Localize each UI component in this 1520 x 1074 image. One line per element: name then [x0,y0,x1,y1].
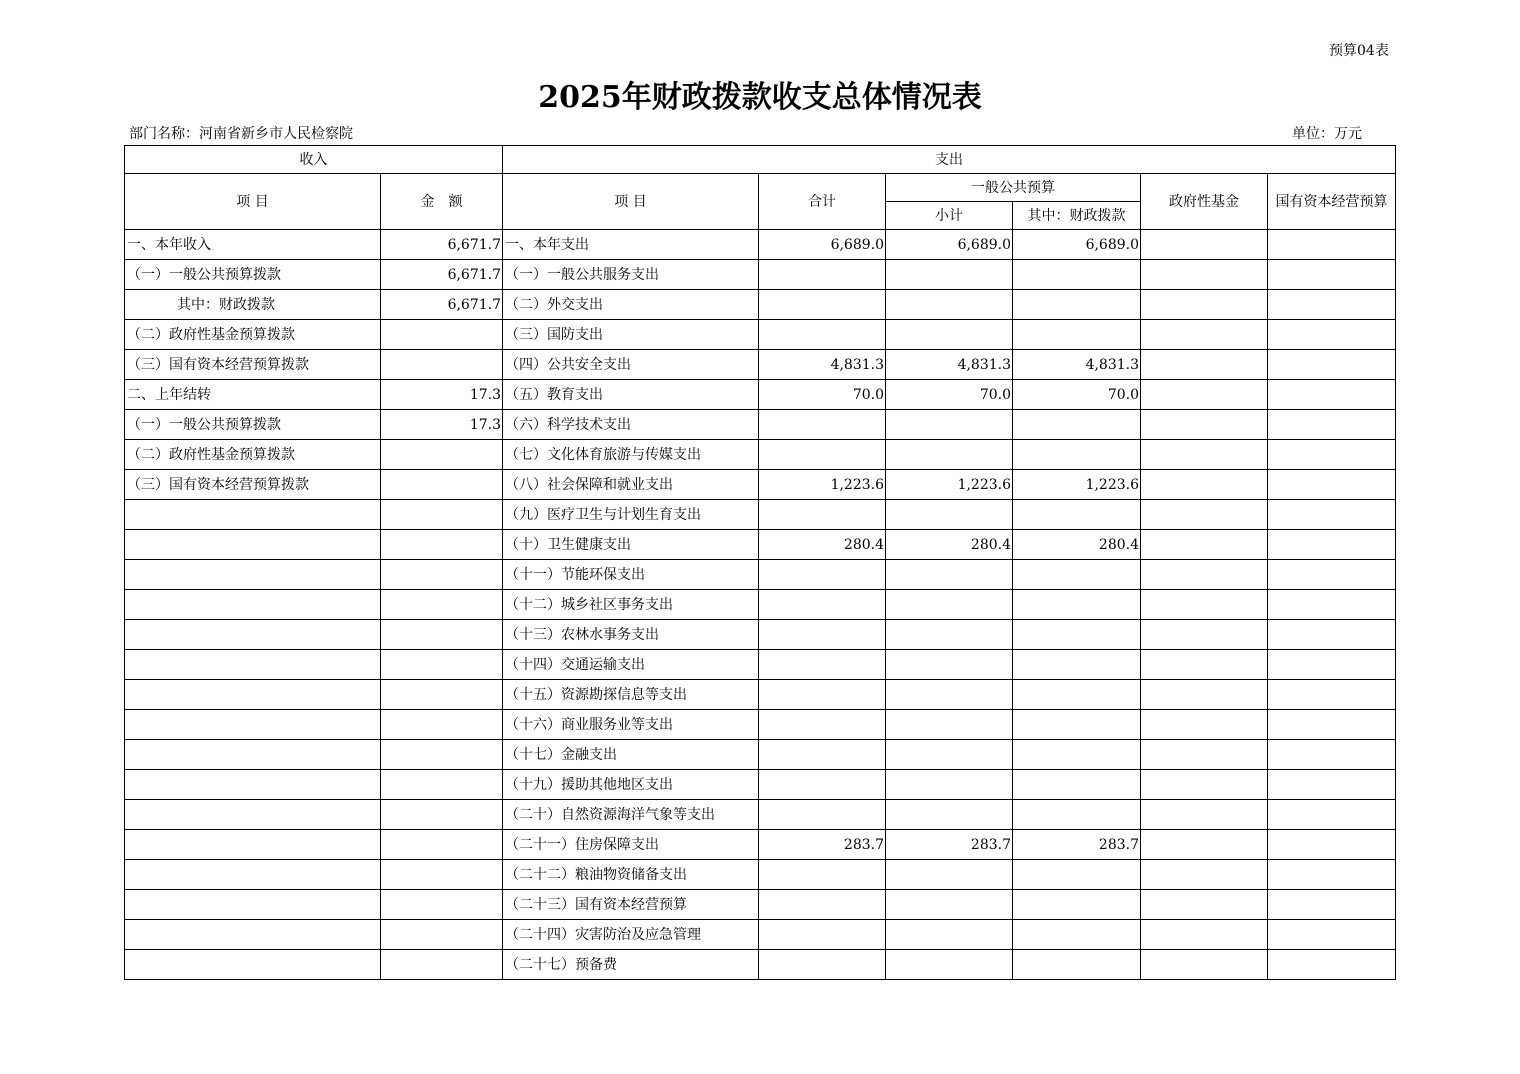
total-cell: 280.4 [759,530,886,560]
fiscal-cell [1013,800,1141,830]
total-cell [759,440,886,470]
state-capital-cell [1268,290,1396,320]
expense-item-cell: （四）公共安全支出 [503,350,759,380]
expense-item-cell: （三）国防支出 [503,320,759,350]
income-item-cell: （一）一般公共预算拨款 [125,260,381,290]
total-cell [759,800,886,830]
state-capital-cell [1268,470,1396,500]
subtotal-cell [886,680,1013,710]
total-cell: 70.0 [759,380,886,410]
state-capital-cell [1268,920,1396,950]
income-item-cell: 一、本年收入 [125,230,381,260]
income-item-cell [125,560,381,590]
income-amount-cell [381,710,503,740]
gov-fund-header: 政府性基金 [1141,174,1268,230]
general-budget-header: 一般公共预算 [886,174,1141,202]
subtotal-cell: 283.7 [886,830,1013,860]
total-cell: 4,831.3 [759,350,886,380]
expense-item-cell: （十四）交通运输支出 [503,650,759,680]
fiscal-cell [1013,860,1141,890]
total-cell [759,770,886,800]
total-cell [759,500,886,530]
table-row [125,740,1396,770]
gov-fund-cell [1141,950,1268,980]
total-cell [759,650,886,680]
income-amount-cell [381,560,503,590]
state-capital-cell [1268,560,1396,590]
subtotal-cell [886,800,1013,830]
table-row [125,230,1396,260]
table-row [125,590,1396,620]
page-title: 2025年财政拨款收支总体情况表 [538,80,982,115]
table-row [125,530,1396,560]
total-cell [759,920,886,950]
subtotal-cell [886,740,1013,770]
income-item-cell: 二、上年结转 [125,380,381,410]
total-cell [759,410,886,440]
total-cell: 6,689.0 [759,230,886,260]
state-capital-cell [1268,410,1396,440]
subtotal-cell [886,920,1013,950]
expense-item-cell: （六）科学技术支出 [503,410,759,440]
fiscal-cell [1013,740,1141,770]
table-row [125,260,1396,290]
state-capital-cell [1268,860,1396,890]
fiscal-header: 其中：财政拨款 [1013,202,1141,230]
form-code: 预算04表 [1329,43,1389,59]
fiscal-cell [1013,590,1141,620]
subtotal-cell: 4,831.3 [886,350,1013,380]
income-item-cell [125,890,381,920]
gov-fund-cell [1141,680,1268,710]
fiscal-cell [1013,560,1141,590]
expense-item-cell: （二十三）国有资本经营预算 [503,890,759,920]
subtotal-cell [886,410,1013,440]
subtotal-cell: 280.4 [886,530,1013,560]
table-body [125,146,1396,980]
income-item-cell [125,650,381,680]
department-name: 部门名称：河南省新乡市人民检察院 [129,126,353,142]
income-item-cell [125,740,381,770]
gov-fund-cell [1141,710,1268,740]
fiscal-cell: 1,223.6 [1013,470,1141,500]
income-item-cell [125,800,381,830]
state-capital-header: 国有资本经营预算 [1268,174,1396,230]
income-amount-cell: 6,671.7 [381,260,503,290]
gov-fund-cell [1141,830,1268,860]
total-cell: 1,223.6 [759,470,886,500]
table-row [125,320,1396,350]
state-capital-cell [1268,800,1396,830]
table-row [125,800,1396,830]
state-capital-cell [1268,590,1396,620]
gov-fund-cell [1141,290,1268,320]
income-header: 收入 [125,146,503,174]
expense-item-cell: （七）文化体育旅游与传媒支出 [503,440,759,470]
table-row [125,410,1396,440]
table-row [125,680,1396,710]
income-item-cell [125,920,381,950]
fiscal-cell [1013,260,1141,290]
income-amount-cell [381,950,503,980]
fiscal-cell [1013,770,1141,800]
subtotal-cell [886,260,1013,290]
expense-item-cell: （十一）节能环保支出 [503,560,759,590]
income-item-header: 项 目 [125,174,381,230]
income-amount-cell [381,740,503,770]
subtotal-cell [886,770,1013,800]
total-cell: 283.7 [759,830,886,860]
income-amount-cell [381,920,503,950]
expense-item-cell: （二）外交支出 [503,290,759,320]
unit-label: 单位：万元 [1292,126,1362,142]
subtotal-cell: 6,689.0 [886,230,1013,260]
income-amount-cell [381,890,503,920]
state-capital-cell [1268,890,1396,920]
expense-item-cell: （十九）援助其他地区支出 [503,770,759,800]
state-capital-cell [1268,770,1396,800]
table-row [125,290,1396,320]
subtotal-cell: 1,223.6 [886,470,1013,500]
expense-item-cell: （十三）农林水事务支出 [503,620,759,650]
table-row [125,350,1396,380]
state-capital-cell [1268,740,1396,770]
fiscal-cell [1013,410,1141,440]
total-header: 合计 [759,174,886,230]
table-row [125,710,1396,740]
table-row [125,470,1396,500]
income-amount-cell [381,590,503,620]
fiscal-cell: 4,831.3 [1013,350,1141,380]
fiscal-cell [1013,290,1141,320]
state-capital-cell [1268,650,1396,680]
income-amount-cell [381,860,503,890]
fiscal-cell: 280.4 [1013,530,1141,560]
total-cell [759,710,886,740]
income-amount-cell: 17.3 [381,380,503,410]
gov-fund-cell [1141,440,1268,470]
subtotal-header: 小计 [886,202,1013,230]
income-item-cell [125,590,381,620]
income-amount-cell: 6,671.7 [381,290,503,320]
subtotal-cell [886,500,1013,530]
income-item-cell: （一）一般公共预算拨款 [125,410,381,440]
gov-fund-cell [1141,740,1268,770]
subtotal-cell [886,620,1013,650]
fiscal-cell [1013,500,1141,530]
total-cell [759,860,886,890]
state-capital-cell [1268,680,1396,710]
expense-item-cell: （十五）资源勘探信息等支出 [503,680,759,710]
fiscal-cell [1013,710,1141,740]
subtotal-cell [886,320,1013,350]
table-row [125,950,1396,980]
state-capital-cell [1268,320,1396,350]
income-amount-cell [381,320,503,350]
state-capital-cell [1268,380,1396,410]
fiscal-cell [1013,650,1141,680]
fiscal-cell: 283.7 [1013,830,1141,860]
expense-item-cell: （十二）城乡社区事务支出 [503,590,759,620]
gov-fund-cell [1141,410,1268,440]
state-capital-cell [1268,530,1396,560]
gov-fund-cell [1141,470,1268,500]
table-row [125,560,1396,590]
gov-fund-cell [1141,530,1268,560]
expense-item-cell: （十）卫生健康支出 [503,530,759,560]
income-amount-cell: 6,671.7 [381,230,503,260]
fiscal-cell [1013,950,1141,980]
total-cell [759,590,886,620]
total-cell [759,740,886,770]
income-item-cell [125,860,381,890]
income-amount-cell [381,440,503,470]
table-row [125,860,1396,890]
expense-item-cell: （五）教育支出 [503,380,759,410]
subtotal-cell: 70.0 [886,380,1013,410]
gov-fund-cell [1141,770,1268,800]
gov-fund-cell [1141,380,1268,410]
fiscal-cell: 6,689.0 [1013,230,1141,260]
expense-item-cell: （二十二）粮油物资储备支出 [503,860,759,890]
income-item-cell [125,710,381,740]
fiscal-cell [1013,320,1141,350]
table-row [125,440,1396,470]
income-item-cell [125,680,381,710]
state-capital-cell [1268,260,1396,290]
gov-fund-cell [1141,350,1268,380]
expense-item-header: 项 目 [503,174,759,230]
gov-fund-cell [1141,590,1268,620]
gov-fund-cell [1141,260,1268,290]
subtotal-cell [886,890,1013,920]
table-row [125,770,1396,800]
expense-item-cell: （二十七）预备费 [503,950,759,980]
gov-fund-cell [1141,320,1268,350]
income-amount-cell [381,770,503,800]
income-amount-cell: 17.3 [381,410,503,440]
income-item-cell: （三）国有资本经营预算拨款 [125,350,381,380]
fiscal-cell [1013,890,1141,920]
income-item-cell: （二）政府性基金预算拨款 [125,320,381,350]
expense-item-cell: （八）社会保障和就业支出 [503,470,759,500]
income-amount-cell [381,530,503,560]
income-amount-cell [381,470,503,500]
subtotal-cell [886,590,1013,620]
subtotal-cell [886,560,1013,590]
income-amount-cell [381,650,503,680]
income-amount-header: 金 额 [381,174,503,230]
state-capital-cell [1268,710,1396,740]
header-row-1 [125,146,1396,174]
total-cell [759,320,886,350]
state-capital-cell [1268,230,1396,260]
table-row [125,620,1396,650]
expense-item-cell: （二十四）灾害防治及应急管理 [503,920,759,950]
total-cell [759,890,886,920]
subtotal-cell [886,710,1013,740]
table-row [125,890,1396,920]
table-row [125,380,1396,410]
expense-item-cell: 一、本年支出 [503,230,759,260]
total-cell [759,290,886,320]
gov-fund-cell [1141,560,1268,590]
total-cell [759,620,886,650]
total-cell [759,680,886,710]
table-row [125,830,1396,860]
gov-fund-cell [1141,800,1268,830]
subtotal-cell [886,440,1013,470]
state-capital-cell [1268,440,1396,470]
income-amount-cell [381,350,503,380]
gov-fund-cell [1141,620,1268,650]
income-item-cell [125,830,381,860]
state-capital-cell [1268,950,1396,980]
state-capital-cell [1268,830,1396,860]
gov-fund-cell [1141,230,1268,260]
income-item-cell [125,770,381,800]
subtotal-cell [886,650,1013,680]
state-capital-cell [1268,500,1396,530]
budget-table [124,145,1396,980]
income-amount-cell [381,620,503,650]
subtotal-cell [886,290,1013,320]
fiscal-cell [1013,440,1141,470]
income-amount-cell [381,500,503,530]
income-item-cell [125,530,381,560]
total-cell [759,950,886,980]
fiscal-cell: 70.0 [1013,380,1141,410]
income-item-cell [125,950,381,980]
state-capital-cell [1268,350,1396,380]
gov-fund-cell [1141,650,1268,680]
gov-fund-cell [1141,860,1268,890]
total-cell [759,260,886,290]
expense-item-cell: （二十）自然资源海洋气象等支出 [503,800,759,830]
gov-fund-cell [1141,500,1268,530]
total-cell [759,560,886,590]
expense-item-cell: （二十一）住房保障支出 [503,830,759,860]
table-row [125,650,1396,680]
state-capital-cell [1268,620,1396,650]
subtotal-cell [886,860,1013,890]
header-row-2 [125,174,1396,202]
expense-item-cell: （十六）商业服务业等支出 [503,710,759,740]
table-row [125,920,1396,950]
income-item-cell [125,500,381,530]
expense-item-cell: （一）一般公共服务支出 [503,260,759,290]
income-amount-cell [381,800,503,830]
subtotal-cell [886,950,1013,980]
income-item-cell: 其中：财政拨款 [125,290,381,320]
expense-header: 支出 [503,146,1396,174]
income-item-cell: （三）国有资本经营预算拨款 [125,470,381,500]
income-amount-cell [381,680,503,710]
fiscal-cell [1013,680,1141,710]
expense-item-cell: （十七）金融支出 [503,740,759,770]
income-amount-cell [381,830,503,860]
fiscal-cell [1013,920,1141,950]
income-item-cell [125,620,381,650]
table-row [125,500,1396,530]
income-item-cell: （二）政府性基金预算拨款 [125,440,381,470]
gov-fund-cell [1141,920,1268,950]
gov-fund-cell [1141,890,1268,920]
expense-item-cell: （九）医疗卫生与计划生育支出 [503,500,759,530]
fiscal-cell [1013,620,1141,650]
